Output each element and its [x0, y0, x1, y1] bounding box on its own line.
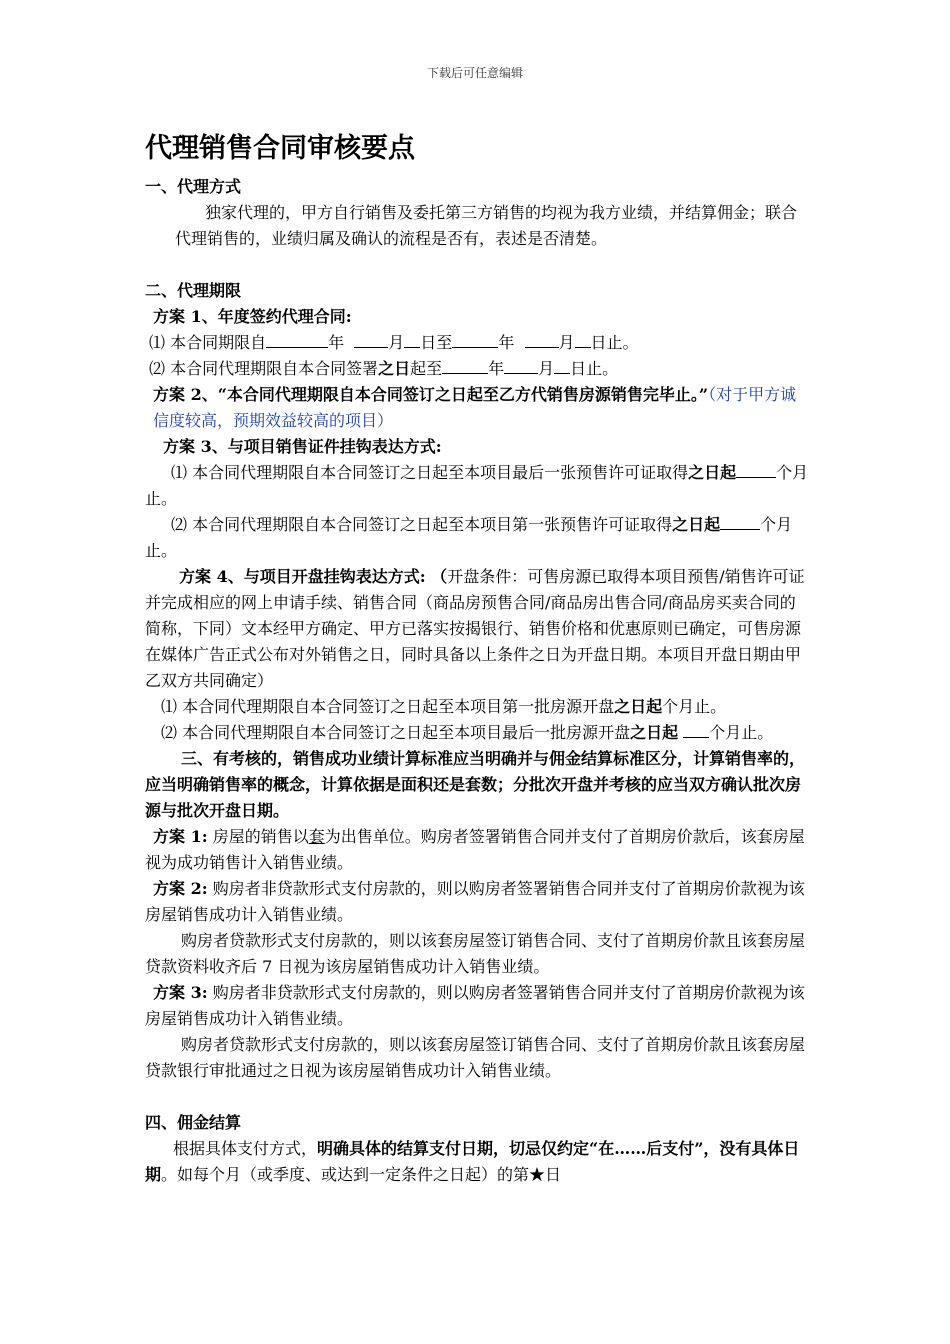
section-1-heading: 一、代理方式 — [145, 177, 242, 196]
section-4-heading: 四、佣金结算 — [145, 1113, 242, 1132]
section-3-plan-3: 方案 3: 购房者非贷款形式支付房款的，则以购房者签署销售合同并支付了首期房价款视为该房屋销售成功计入销售业绩。 — [145, 983, 805, 1028]
plan-1-heading: 方案 1、年度签约代理合同: — [153, 307, 352, 326]
section-2-heading: 二、代理期限 — [145, 281, 242, 300]
plan-3-line-2: ⑵ 本合同代理期限自本合同签订之日起至本项目第一张预售许可证取得之日起 个月止。 — [145, 515, 793, 560]
plan-4: 方案 4、与项目开盘挂钩表达方式: （开盘条件：可售房源已取得本项目预售/销售许可证并完成相应的网上申请手续、销售合同（商品房预售合同/商品房出售合同/商品房买卖合同的简称，下同）文本经甲方确定、甲方已落实按揭银行、销售价格和优惠原则已确定，可售房源在媒体广告正式公布对外销售之日，同时具备以上条件之日为开盘日期。本项目开盘日期由甲乙双方共同确定） — [145, 567, 805, 690]
header-note: 下载后可任意编辑 — [426, 66, 523, 80]
section-3-plan-3-loan: 购房者贷款形式支付房款的，则以该套房屋签订销售合同、支付了首期房价款且该套房屋贷款银行审批通过之日视为该房屋销售成功计入销售业绩。 — [145, 1035, 806, 1080]
section-3-plan-2: 方案 2: 购房者非贷款形式支付房款的，则以购房者签署销售合同并支付了首期房价款视为该房屋销售成功计入销售业绩。 — [145, 879, 805, 924]
plan-1-line-1: ⑴ 本合同期限自 年 月 日至 年 月 日止。 — [149, 333, 639, 352]
plan-3-line-1: ⑴ 本合同代理期限自本合同签订之日起至本项目最后一张预售许可证取得之日起 个月止。 — [145, 463, 809, 508]
plan-2: 方案 2、“本合同代理期限自本合同签订之日起至乙方代销售房源销售完毕止。”（对于甲方诚信度较高，预期效益较高的项目） — [153, 385, 797, 430]
plan-4-line-1: ⑴ 本合同代理期限自本合同签订之日起至本项目第一批房源开盘之日起个月止。 — [161, 697, 727, 716]
plan-1-line-2: ⑵ 本合同代理期限自本合同签署之日起至 年 月 日止。 — [149, 359, 619, 378]
section-4-body: 根据具体支付方式，明确具体的结算支付日期，切忌仅约定“在……后支付”，没有具体日期。如每个月（或季度、或达到一定条件之日起）的第★日 — [145, 1139, 800, 1184]
plan-4-line-2: ⑵ 本合同代理期限自本合同签订之日起至本项目最后一批房源开盘之日起 个月止。 — [161, 723, 774, 742]
section-3-plan-1: 方案 1: 房屋的销售以套为出售单位。购房者签署销售合同并支付了首期房价款后，该套房屋视为成功销售计入销售业绩。 — [145, 827, 805, 872]
section-3-plan-2-loan: 购房者贷款形式支付房款的，则以该套房屋签订销售合同、支付了首期房价款且该套房屋贷款资料收齐后 7 日视为该房屋销售成功计入销售业绩。 — [145, 931, 806, 976]
plan-3-heading: 方案 3、与项目销售证件挂钩表达方式: — [163, 437, 442, 456]
section-3-heading: 三、有考核的，销售成功业绩计算标准应当明确并与佣金结算标准区分，计算销售率的，应当明确销售率的概念，计算依据是面积还是套数；分批次开盘并考核的应当双方确认批次房源与批次开盘日期。 — [145, 749, 806, 820]
document-title: 代理销售合同审核要点 — [145, 133, 415, 164]
document-body — [145, 128, 810, 1188]
section-1-body: 独家代理的，甲方自行销售及委托第三方销售的均视为我方业绩，并结算佣金；联合代理销售的，业绩归属及确认的流程是否有，表述是否清楚。 — [175, 203, 798, 248]
